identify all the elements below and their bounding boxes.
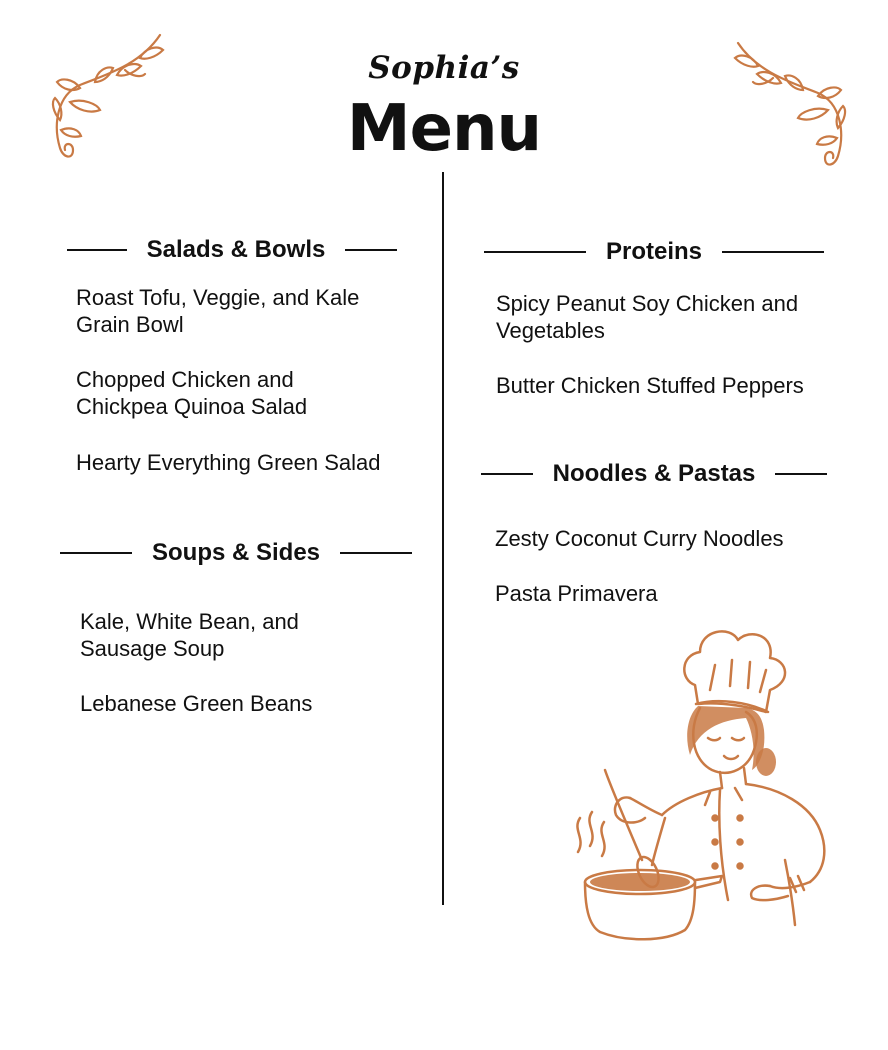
menu-item: Chopped Chicken and Chickpea Quinoa Salad [76, 367, 308, 419]
section-heading-noodles [485, 456, 823, 492]
menu-item: Zesty Coconut Curry Noodles [495, 526, 784, 551]
heading-rule [481, 473, 533, 475]
section-heading-soups [66, 535, 406, 571]
section-heading-text: Noodles & Pastas [552, 460, 756, 487]
column-divider [442, 172, 444, 905]
section-heading-salads [62, 232, 402, 268]
section-heading-text: Proteins [605, 238, 703, 265]
menu-item: Spicy Peanut Soy Chicken and Vegetables [496, 291, 799, 343]
menu-item: Pasta Primavera [495, 581, 658, 606]
heading-rule [60, 552, 132, 554]
section-heading-proteins [485, 234, 823, 270]
heading-rule [484, 251, 586, 253]
heading-rule [345, 249, 397, 251]
menu-item: Lebanese Green Beans [80, 691, 313, 716]
menu-item: Roast Tofu, Veggie, and Kale Grain Bowl [76, 285, 360, 337]
menu-owner-name: Sophia’s [368, 50, 520, 86]
heading-rule [722, 251, 824, 253]
section-heading-text: Soups & Sides [151, 539, 321, 566]
heading-rule [340, 552, 412, 554]
section-heading-text: Salads & Bowls [146, 236, 326, 263]
page-title: Menu [346, 92, 542, 166]
menu-item: Butter Chicken Stuffed Peppers [496, 373, 804, 398]
menu-item: Hearty Everything Green Salad [76, 450, 381, 475]
heading-rule [775, 473, 827, 475]
chef-illustration-icon [570, 620, 850, 945]
heading-rule [67, 249, 127, 251]
menu-item: Kale, White Bean, and Sausage Soup [80, 609, 299, 661]
